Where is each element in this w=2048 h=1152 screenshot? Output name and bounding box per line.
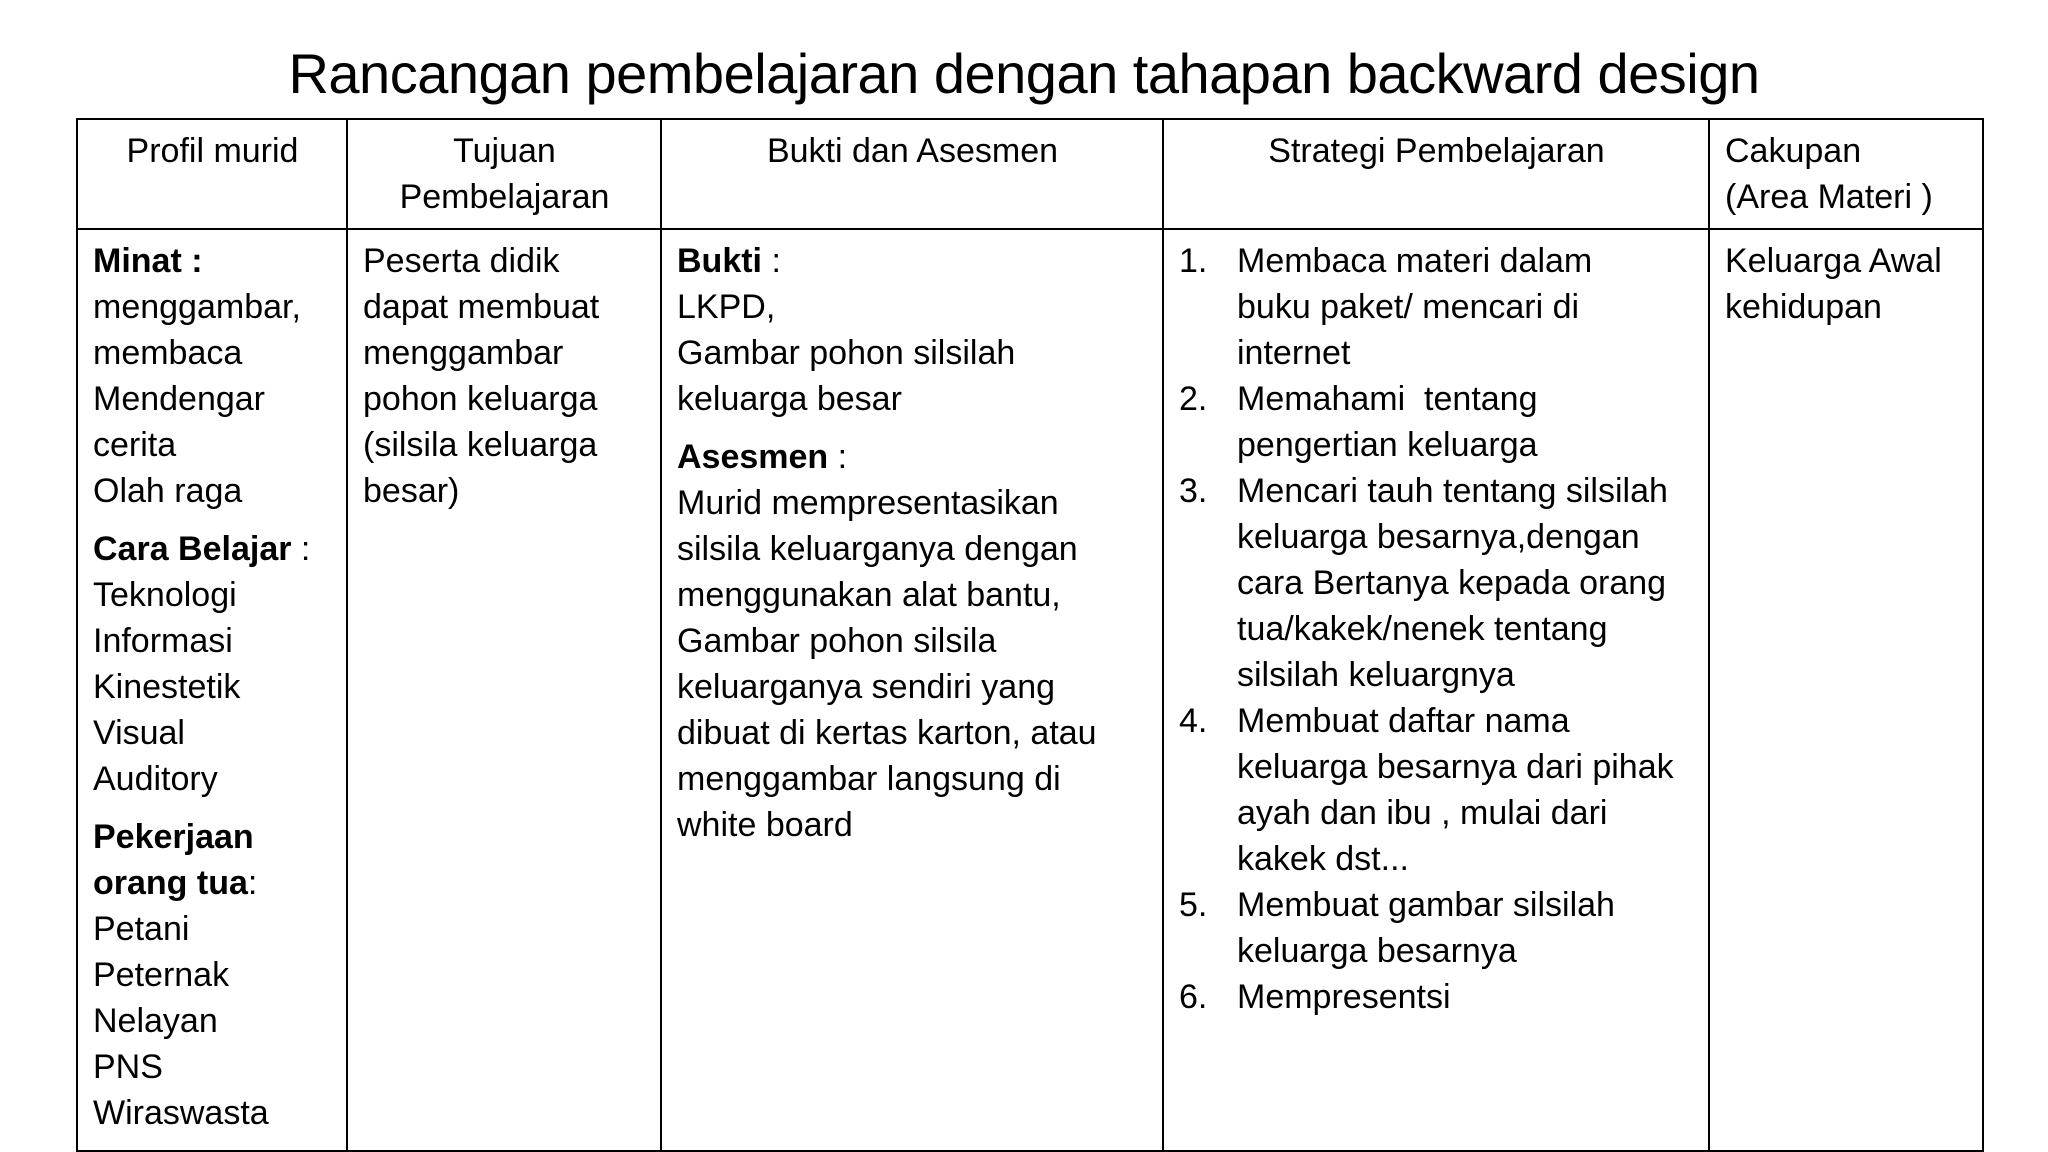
asesmen-line: Gambar pohon silsila [677, 622, 997, 660]
asesmen-label: Asesmen [677, 438, 829, 476]
strategi-line: tua/kakek/nenek tentang [1237, 610, 1608, 648]
strategi-text [1237, 974, 1694, 1020]
minat-item: membaca [93, 334, 243, 372]
pekerjaan-item: PNS [93, 1048, 163, 1086]
bukti-heading [677, 238, 1148, 284]
strategi-line: Membuat daftar nama [1237, 702, 1570, 740]
strategi-line: Membaca materi dalam [1237, 242, 1593, 280]
strategi-text [1237, 238, 1694, 376]
strategi-number: 2. [1179, 380, 1208, 418]
strategi-line: keluarga besarnya dari pihak [1237, 748, 1674, 786]
header-bukti-asesmen [661, 119, 1163, 229]
cakupan-line: Keluarga Awal [1725, 242, 1942, 280]
cell-bukti-asesmen [661, 229, 1163, 1151]
table-body-row [77, 229, 1983, 1151]
strategi-line: Memahami tentang [1237, 380, 1538, 418]
tujuan-line: dapat membuat [363, 288, 600, 326]
cara-belajar-item: Visual [93, 714, 185, 752]
bukti-line: LKPD, [677, 288, 776, 326]
strategi-item [1179, 974, 1694, 1020]
tujuan-line: Peserta didik [363, 242, 560, 280]
header-tujuan-line2: Pembelajaran [399, 178, 610, 216]
strategi-line: Mempresentsi [1237, 978, 1451, 1016]
slide-title: Rancangan pembelajaran dengan tahapan backward design [288, 42, 1760, 105]
strategi-item [1179, 698, 1694, 882]
pekerjaan-label-line1: Pekerjaan [93, 818, 254, 856]
header-cakupan-line2: (Area Materi ) [1725, 178, 1933, 216]
strategi-line: internet [1237, 334, 1351, 372]
strategi-text [1237, 698, 1694, 882]
asesmen-line: silsila keluarganya dengan [677, 530, 1078, 568]
strategi-line: keluarga besarnya,dengan [1237, 518, 1640, 556]
header-cakupan-line1: Cakupan [1725, 132, 1862, 170]
pekerjaan-item: Wiraswasta [93, 1094, 269, 1132]
minat-item: Mendengar [93, 380, 266, 418]
strategi-line: ayah dan ibu , mulai dari [1237, 794, 1608, 832]
minat-item: cerita [93, 426, 177, 464]
asesmen-line: menggambar langsung di [677, 760, 1061, 798]
cara-belajar-suffix: : [291, 530, 311, 568]
bukti-group [677, 238, 1148, 422]
cell-tujuan-pembelajaran [347, 229, 661, 1151]
asesmen-line: keluarganya sendiri yang [677, 668, 1056, 706]
asesmen-group [677, 434, 1148, 848]
strategi-number: 3. [1179, 472, 1208, 510]
cell-cakupan [1709, 229, 1983, 1151]
cara-belajar-item: Auditory [93, 760, 218, 798]
cara-belajar-heading [93, 526, 332, 572]
asesmen-line: white board [677, 806, 853, 844]
tujuan-line: pohon keluarga [363, 380, 598, 418]
cell-profil-murid [77, 229, 347, 1151]
header-tujuan-line1: Tujuan [453, 132, 556, 170]
bukti-label: Bukti [677, 242, 762, 280]
strategi-item [1179, 468, 1694, 698]
cara-belajar-item: Kinestetik [93, 668, 241, 706]
tujuan-line: (silsila keluarga [363, 426, 598, 464]
strategi-text [1237, 882, 1694, 974]
strategi-line: cara Bertanya kepada orang [1237, 564, 1667, 602]
minat-group [93, 238, 332, 514]
pekerjaan-item: Nelayan [93, 1002, 218, 1040]
cara-belajar-item: Informasi [93, 622, 233, 660]
asesmen-suffix: : [828, 438, 848, 476]
asesmen-line: dibuat di kertas karton, atau [677, 714, 1097, 752]
header-cakupan [1709, 119, 1983, 229]
strategi-item [1179, 376, 1694, 468]
asesmen-heading [677, 434, 1148, 480]
tujuan-line: menggambar [363, 334, 564, 372]
strategi-line: kakek dst... [1237, 840, 1409, 878]
pekerjaan-heading-line2 [93, 860, 332, 906]
tujuan-line: besar) [363, 472, 460, 510]
minat-label: Minat : [93, 242, 203, 280]
table-header-row [77, 119, 1983, 229]
bukti-line: keluarga besar [677, 380, 902, 418]
cara-belajar-item: Teknologi [93, 576, 237, 614]
strategi-number: 4. [1179, 702, 1208, 740]
strategi-item [1179, 882, 1694, 974]
minat-item: menggambar, [93, 288, 301, 326]
bukti-line: Gambar pohon silsilah [677, 334, 1016, 372]
strategi-number: 6. [1179, 978, 1208, 1016]
strategi-line: Membuat gambar silsilah [1237, 886, 1615, 924]
cara-belajar-label: Cara Belajar [93, 530, 292, 568]
backward-design-table [76, 118, 1984, 1152]
strategi-text [1237, 468, 1694, 698]
strategi-line: buku paket/ mencari di [1237, 288, 1580, 326]
pekerjaan-label-line2: orang tua [93, 864, 248, 902]
pekerjaan-group [93, 814, 332, 1136]
strategi-line: pengertian keluarga [1237, 426, 1538, 464]
cara-belajar-group [93, 526, 332, 802]
header-strategi-pembelajaran [1163, 119, 1709, 229]
header-tujuan-pembelajaran [347, 119, 661, 229]
pekerjaan-item: Peternak [93, 956, 230, 994]
header-bukti-label: Bukti dan Asesmen [766, 132, 1059, 170]
minat-item: Olah raga [93, 472, 243, 510]
header-profil-label: Profil murid [126, 132, 299, 170]
asesmen-line: menggunakan alat bantu, [677, 576, 1061, 614]
strategi-list [1179, 238, 1694, 1020]
strategi-number: 1. [1179, 242, 1208, 280]
header-profil-murid [77, 119, 347, 229]
strategi-item [1179, 238, 1694, 376]
asesmen-line: Murid mempresentasikan [677, 484, 1059, 522]
strategi-number: 5. [1179, 886, 1208, 924]
pekerjaan-item: Petani [93, 910, 190, 948]
header-strategi-label: Strategi Pembelajaran [1268, 132, 1605, 170]
cell-strategi-pembelajaran [1163, 229, 1709, 1151]
bukti-suffix: : [762, 242, 781, 280]
strategi-line: keluarga besarnya [1237, 932, 1517, 970]
strategi-text [1237, 376, 1694, 468]
cakupan-line: kehidupan [1725, 288, 1882, 326]
pekerjaan-suffix: : [247, 864, 258, 902]
strategi-line: Mencari tauh tentang silsilah [1237, 472, 1668, 510]
strategi-line: silsilah keluargnya [1237, 656, 1515, 694]
